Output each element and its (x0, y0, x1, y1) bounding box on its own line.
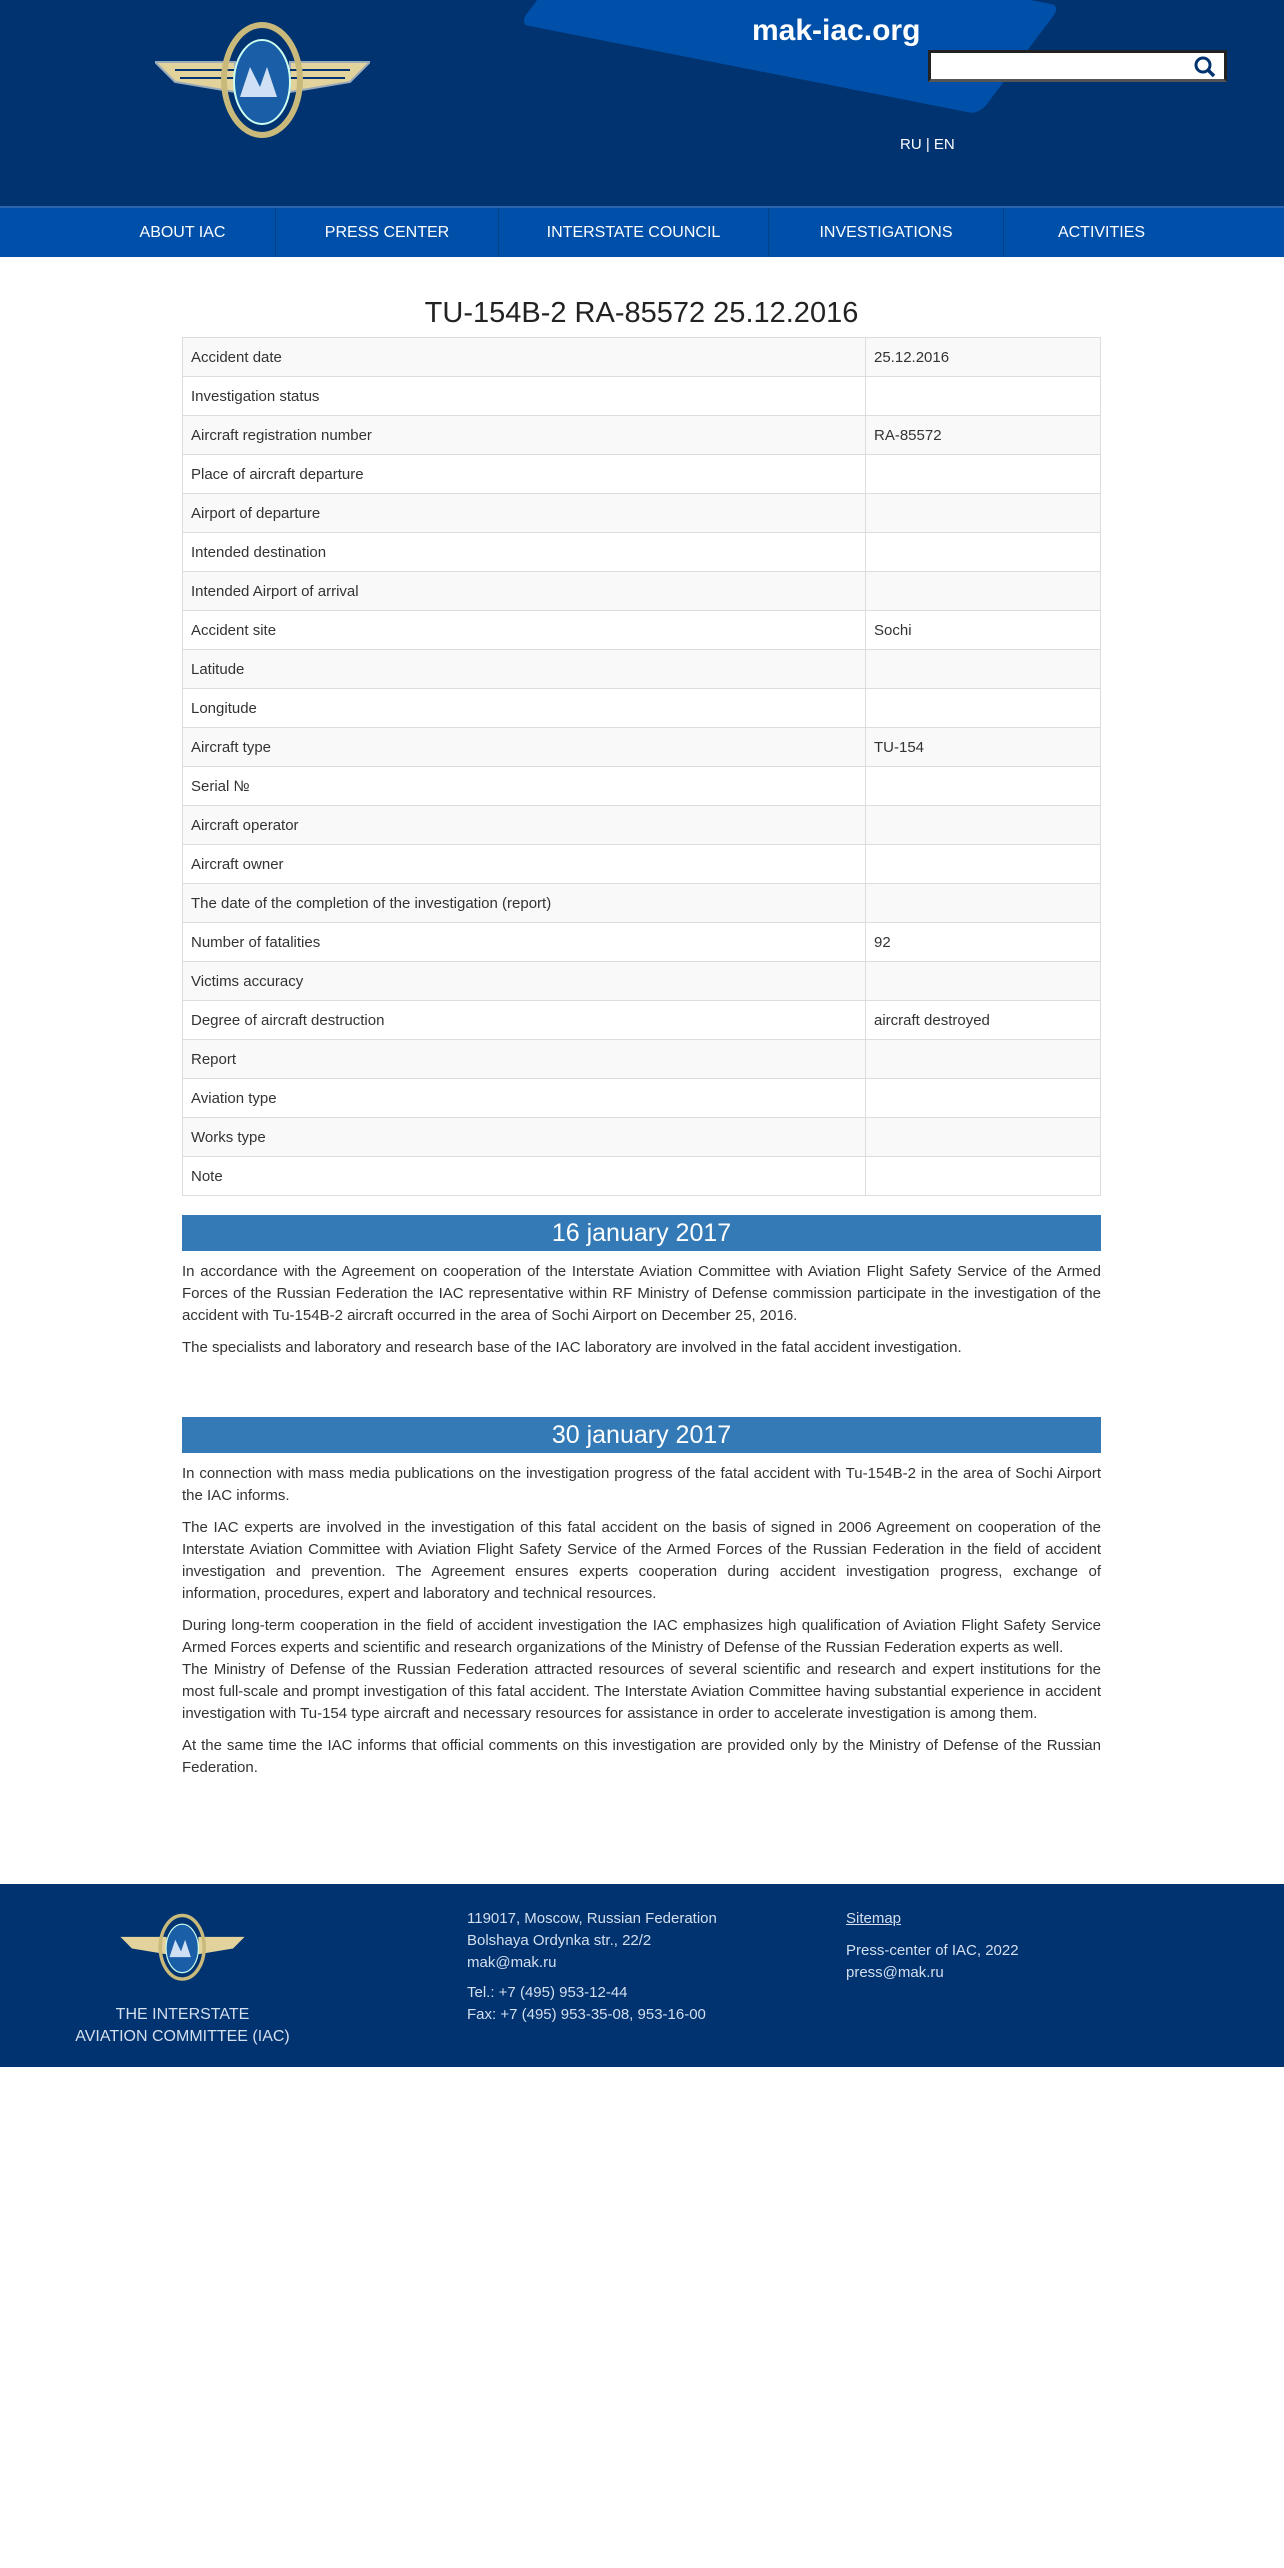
field-value: 25.12.2016 (866, 338, 1101, 377)
footer-iac-logo[interactable] (120, 1908, 245, 1986)
field-value (866, 1040, 1101, 1079)
field-label: Works type (183, 1118, 866, 1157)
news-date-header: 16 january 2017 (182, 1215, 1101, 1251)
search-box (928, 50, 1227, 82)
field-value (866, 767, 1101, 806)
field-value (866, 884, 1101, 923)
iac-logo[interactable] (155, 12, 370, 147)
field-value (866, 650, 1101, 689)
field-value (866, 689, 1101, 728)
field-label: Serial № (183, 767, 866, 806)
lang-en-link[interactable]: EN (933, 136, 955, 153)
news-paragraph: During long-term cooperation in the field of accident investigation the IAC emphasizes high qualification of Aviation Flight Safety Service Armed Forces experts and scientific and research organizations of the Ministry of Defense of the Russian Federation experts as well. (182, 1617, 1101, 1656)
table-row (183, 1157, 1101, 1196)
table-row (183, 1079, 1101, 1118)
field-label: Aircraft operator (183, 806, 866, 845)
table-row (183, 494, 1101, 533)
news-paragraph: The Ministry of Defense of the Russian Federation attracted resources of several scientific and research and expert institutions for the most full-scale and prompt investigation of this fatal accident. The Interstate Aviation Committee having substantial experience in accident investigation with Tu-154 type aircraft and necessary resources for assistance in order to accelerate investigation is among them. (182, 1661, 1101, 1722)
site-header (0, 0, 1284, 206)
table-row (183, 962, 1101, 1001)
main-content (182, 290, 1101, 1779)
accident-details-table (182, 337, 1101, 1196)
field-label: Victims accuracy (183, 962, 866, 1001)
search-input[interactable] (931, 53, 1181, 79)
language-switcher (900, 136, 955, 153)
table-row (183, 689, 1101, 728)
news-paragraph: In accordance with the Agreement on cooperation of the Interstate Aviation Committee with Aviation Flight Safety Service of the Armed Forces of the Russian Federation the IAC representative within RF Ministry of Defense commission participate in the investigation of the accident with Tu-154B-2 aircraft occurred in the area of Sochi Airport on December 25, 2016. (182, 1263, 1101, 1324)
site-footer (0, 1884, 1284, 2067)
field-value (866, 533, 1101, 572)
field-value (866, 572, 1101, 611)
field-value: aircraft destroyed (866, 1001, 1101, 1040)
field-label: Place of aircraft departure (183, 455, 866, 494)
table-row (183, 806, 1101, 845)
footer-email[interactable]: mak@mak.ru (467, 1954, 557, 1971)
field-value (866, 845, 1101, 884)
field-label: Aviation type (183, 1079, 866, 1118)
table-row (183, 1040, 1101, 1079)
main-nav (0, 206, 1284, 257)
table-row (183, 845, 1101, 884)
news-paragraph: At the same time the IAC informs that official comments on this investigation are provided only by the Ministry of Defense of the Russian Federation. (182, 1737, 1101, 1776)
org-line: AVIATION COMMITTEE (IAC) (75, 2028, 290, 2045)
table-row (183, 1001, 1101, 1040)
field-label: Intended Airport of arrival (183, 572, 866, 611)
field-value (866, 377, 1101, 416)
table-row (183, 1118, 1101, 1157)
footer-org-name (60, 2004, 305, 2048)
site-title[interactable]: mak-iac.org (752, 14, 921, 47)
field-value: 92 (866, 923, 1101, 962)
field-value: Sochi (866, 611, 1101, 650)
footer-address: Bolshaya Ordynka str., 22/2 (467, 1932, 652, 1949)
page-title: TU-154B-2 RA-85572 25.12.2016 (424, 297, 859, 329)
field-value (866, 1118, 1101, 1157)
field-label: Longitude (183, 689, 866, 728)
field-value (866, 1079, 1101, 1118)
field-label: Aircraft owner (183, 845, 866, 884)
nav-about-iac[interactable]: ABOUT IAC (90, 208, 276, 257)
field-value (866, 962, 1101, 1001)
table-row (183, 767, 1101, 806)
nav-investigations[interactable]: INVESTIGATIONS (769, 208, 1004, 257)
field-label: Accident site (183, 611, 866, 650)
table-row (183, 455, 1101, 494)
table-row (183, 338, 1101, 377)
field-label: Accident date (183, 338, 866, 377)
table-row (183, 923, 1101, 962)
field-value (866, 455, 1101, 494)
nav-press-center[interactable]: PRESS CENTER (276, 208, 499, 257)
field-label: Aircraft type (183, 728, 866, 767)
table-row (183, 650, 1101, 689)
footer-tel: Tel.: +7 (495) 953-12-44 (467, 1984, 628, 2001)
news-section (182, 1215, 1101, 1359)
table-row (183, 377, 1101, 416)
news-section (182, 1417, 1101, 1779)
table-row (183, 884, 1101, 923)
field-value: RA-85572 (866, 416, 1101, 455)
search-icon[interactable] (1192, 55, 1218, 79)
lang-separator: | (921, 136, 934, 153)
news-date-header: 30 january 2017 (182, 1417, 1101, 1453)
field-label: Aircraft registration number (183, 416, 866, 455)
field-label: Airport of departure (183, 494, 866, 533)
field-label: Intended destination (183, 533, 866, 572)
table-row (183, 533, 1101, 572)
field-value: TU-154 (866, 728, 1101, 767)
footer-address: 119017, Moscow, Russian Federation (467, 1910, 717, 1927)
footer-fax: Fax: +7 (495) 953-35-08, 953-16-00 (467, 2006, 706, 2023)
field-label: Investigation status (183, 377, 866, 416)
nav-interstate-council[interactable]: INTERSTATE COUNCIL (499, 208, 769, 257)
table-row (183, 572, 1101, 611)
table-row (183, 728, 1101, 767)
field-label: Number of fatalities (183, 923, 866, 962)
field-label: Degree of aircraft destruction (183, 1001, 866, 1040)
field-value (866, 1157, 1101, 1196)
table-row (183, 416, 1101, 455)
news-paragraph: The specialists and laboratory and research base of the IAC laboratory are involved in the fatal accident investigation. (182, 1339, 962, 1356)
field-label: Note (183, 1157, 866, 1196)
field-label: Latitude (183, 650, 866, 689)
sitemap-link[interactable]: Sitemap (846, 1910, 902, 1927)
table-row (183, 611, 1101, 650)
news-paragraph: The IAC experts are involved in the investigation of this fatal accident on the basis of signed in 2006 Agreement on cooperation of the Interstate Aviation Committee with Aviation Flight Safety Service of the Armed Forces of the Russian Federation in the field of accident investigation and prevention. The Agreement ensures experts cooperation during accident investigation progress, exchange of information, procedures, expert and laboratory and technical resources. (182, 1519, 1101, 1602)
footer-press-email[interactable]: press@mak.ru (846, 1964, 944, 1981)
field-label: Report (183, 1040, 866, 1079)
field-value (866, 806, 1101, 845)
field-label: The date of the completion of the investigation (report) (183, 884, 866, 923)
field-value (866, 494, 1101, 533)
footer-press: Press-center of IAC, 2022 (846, 1942, 1019, 1959)
lang-ru-link[interactable]: RU (900, 136, 922, 153)
org-line: THE INTERSTATE (115, 2006, 250, 2023)
nav-activities[interactable]: ACTIVITIES (1057, 223, 1146, 241)
news-paragraph: In connection with mass media publications on the investigation progress of the fatal accident with Tu-154B-2 in the area of Sochi Airport the IAC informs. (182, 1465, 1101, 1504)
